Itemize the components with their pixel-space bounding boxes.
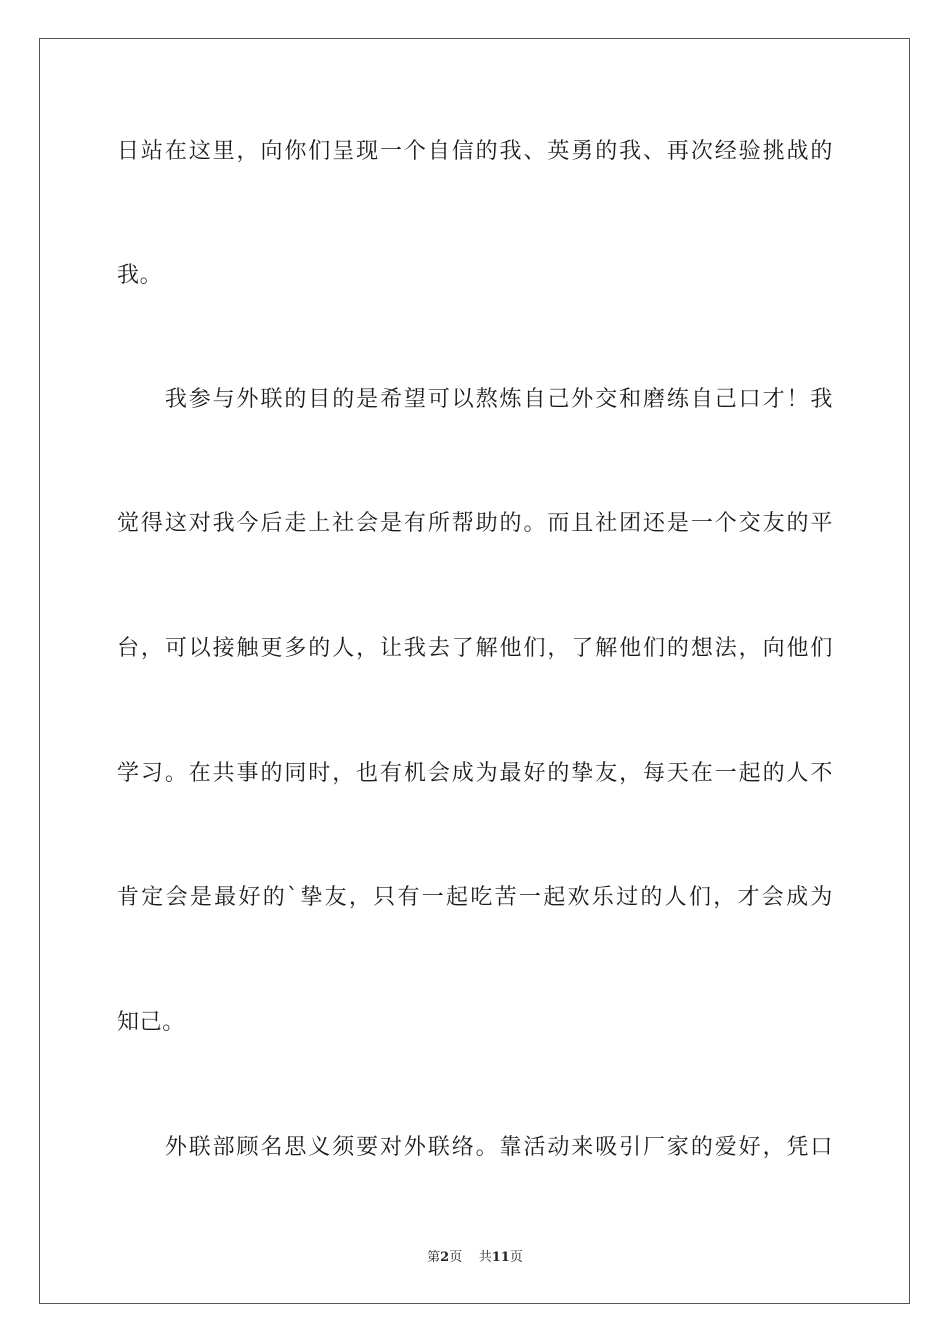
text-line-7: 肯定会是最好的`挚友，只有一起吃苦一起欢乐过的人们，才会成为	[117, 885, 833, 910]
text-line-8: 知己。	[117, 1010, 185, 1035]
text-line-1: 日站在这里，向你们呈现一个自信的我、英勇的我、再次经验挑战的	[117, 139, 833, 164]
footer-page-number: 2	[440, 1250, 450, 1265]
footer-page-suffix: 页	[449, 1250, 463, 1265]
page-footer	[0, 1246, 950, 1265]
text-line-3: 我参与外联的目的是希望可以熬炼自己外交和磨练自己口才！我	[117, 387, 833, 412]
text-line-9: 外联部顾名思义须要对外联络。靠活动来吸引厂家的爱好，凭口	[117, 1135, 833, 1160]
footer-total-suffix: 页	[509, 1250, 523, 1265]
footer-total-prefix: 共	[478, 1250, 492, 1265]
footer-total-number: 11	[491, 1250, 510, 1265]
footer-page-prefix: 第	[427, 1250, 441, 1265]
text-line-4: 觉得这对我今后走上社会是有所帮助的。而且社团还是一个交友的平	[117, 511, 833, 536]
page-border	[39, 38, 910, 1304]
text-line-2: 我。	[117, 263, 163, 288]
text-line-5: 台，可以接触更多的人，让我去了解他们，了解他们的想法，向他们	[117, 636, 833, 661]
text-line-6: 学习。在共事的同时，也有机会成为最好的挚友，每天在一起的人不	[117, 761, 833, 786]
